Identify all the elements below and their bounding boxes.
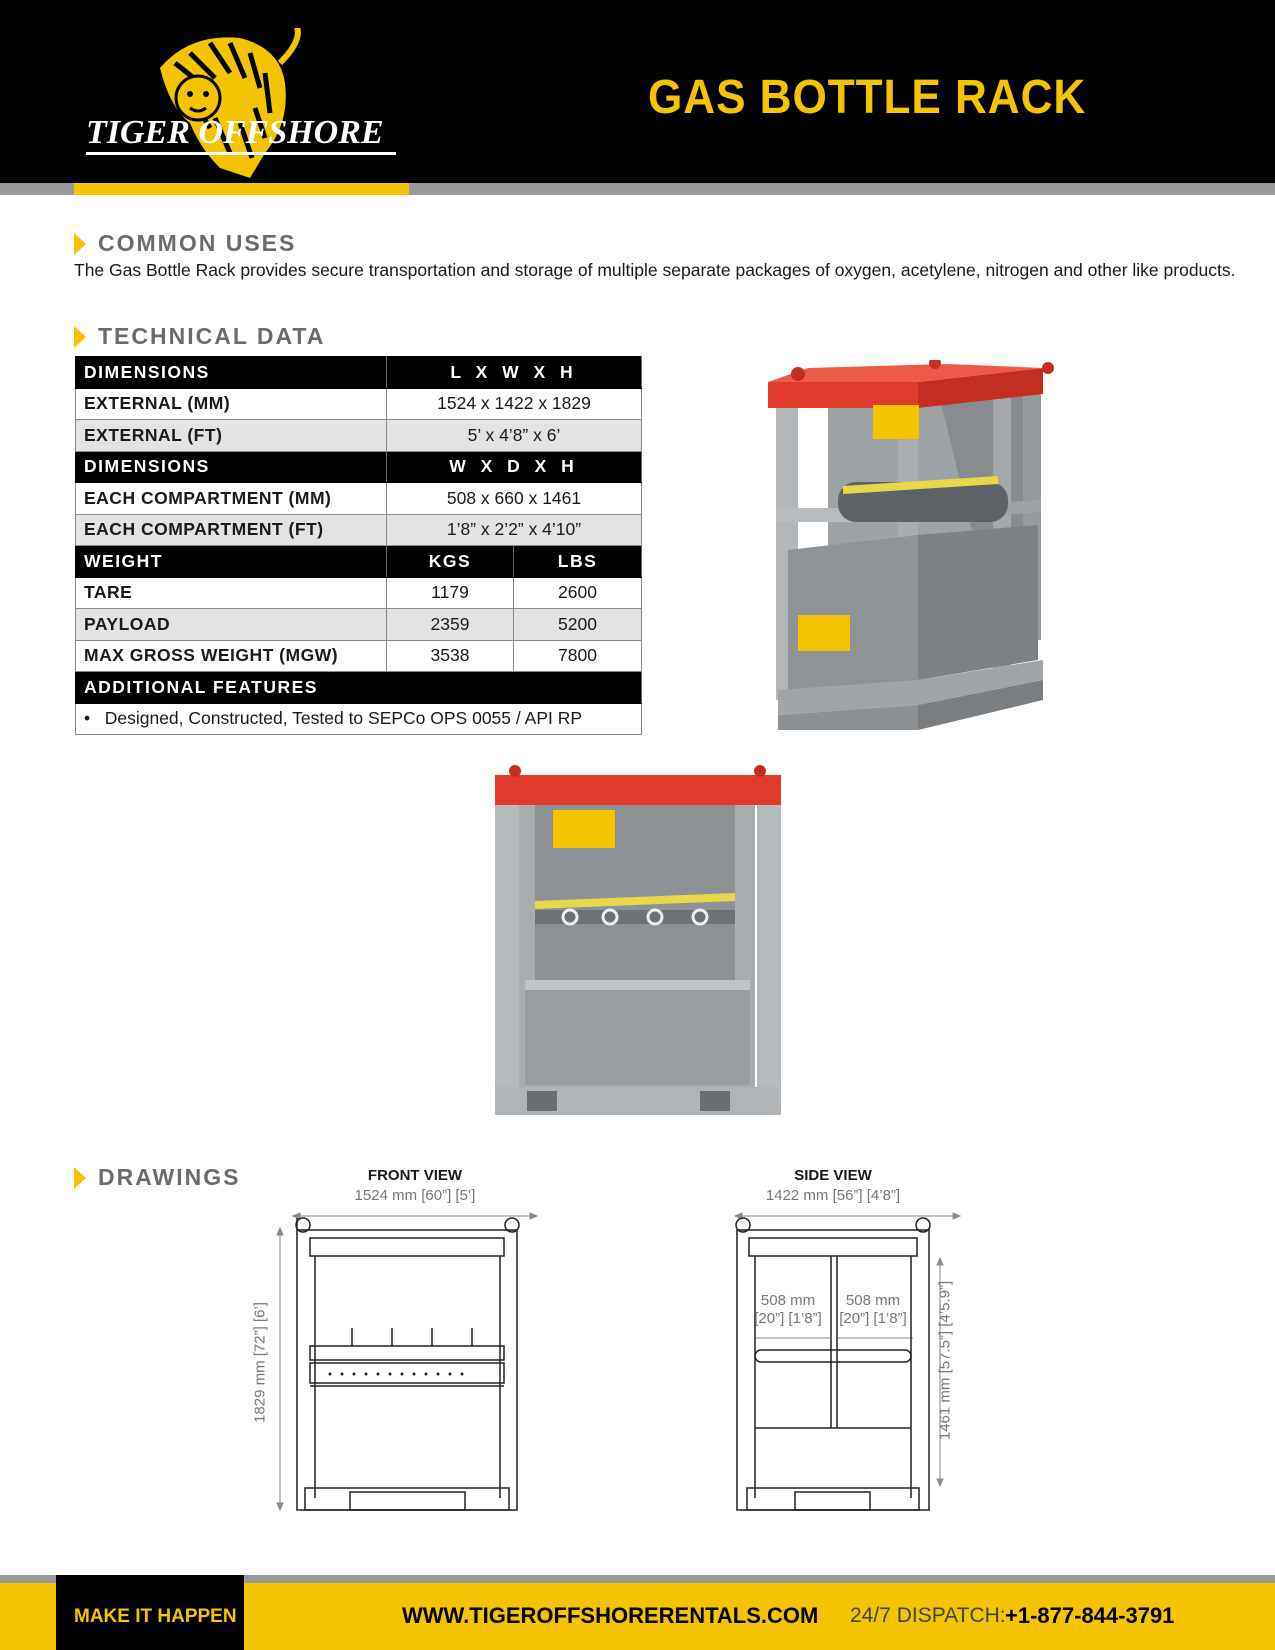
common-uses-text: The Gas Bottle Rack provides secure transportation and storage of multiple separate packages of oxygen, acetylene, nitrogen and other like products. — [74, 260, 1236, 280]
feature-item: Designed, Constructed, Tested to SEPCo OPS 0055 / API RP — [104, 708, 583, 729]
logo-underline — [86, 152, 396, 155]
table-row: PAYLOAD 2359 5200 — [76, 609, 642, 641]
rack-front-photo — [495, 765, 781, 1115]
table-row: EACH COMPARTMENT (FT) 1’8” x 2’2” x 4’10” — [76, 514, 642, 546]
side-height-label: 1461 mm [57.5”] [4’5.9”] — [936, 1280, 954, 1441]
table-row: MAX GROSS WEIGHT (MGW) 3538 7800 — [76, 640, 642, 672]
common-uses-heading: COMMON USES — [74, 230, 296, 257]
footer-dispatch-label: 24/7 DISPATCH: — [850, 1604, 1006, 1627]
front-height-label: 1829 mm [72”] [6’] — [251, 1302, 269, 1423]
table-row: • Designed, Constructed, Tested to SEPCo OPS 0055 / API RP — [76, 703, 642, 735]
page-title: GAS BOTTLE RACK — [648, 71, 1087, 124]
technical-data-heading: TECHNICAL DATA — [74, 323, 325, 350]
footer-website-link[interactable]: WWW.TIGEROFFSHORERENTALS.COM — [402, 1603, 819, 1628]
side-view-drawing — [725, 1208, 965, 1518]
table-row: WEIGHT KGS LBS — [76, 546, 642, 578]
footer-phone-link[interactable]: +1-877-844-3791 — [1005, 1603, 1175, 1628]
front-view-title: FRONT VIEW — [367, 1167, 463, 1184]
table-row: DIMENSIONS L X W X H — [76, 357, 642, 389]
footer-slogan: MAKE IT HAPPEN — [74, 1606, 237, 1627]
section-arrow-icon — [74, 326, 86, 348]
drawings-heading: DRAWINGS — [74, 1164, 241, 1191]
rack-isometric-photo — [768, 360, 1086, 730]
table-row: EACH COMPARTMENT (MM) 508 x 660 x 1461 — [76, 483, 642, 515]
section-arrow-icon — [74, 1167, 86, 1189]
side-width-label: 1422 mm [56”] [4’8”] — [765, 1187, 901, 1204]
front-view-drawing — [250, 1208, 550, 1518]
tiger-logo-icon — [80, 28, 410, 188]
compartment-2-label: 508 mm [20”] [1’8”] — [839, 1292, 907, 1327]
compartment-1-label: 508 mm [20”] [1’8”] — [754, 1292, 822, 1327]
technical-data-table — [75, 356, 642, 735]
front-width-label: 1524 mm [60”] [5’] — [354, 1187, 476, 1204]
side-view-title: SIDE VIEW — [794, 1167, 872, 1184]
table-row: EXTERNAL (MM) 1524 x 1422 x 1829 — [76, 388, 642, 420]
table-row: DIMENSIONS W X D X H — [76, 451, 642, 483]
section-arrow-icon — [74, 233, 86, 255]
table-row: ADDITIONAL FEATURES — [76, 672, 642, 704]
logo-wordmark: TIGER OFFSHORE — [86, 114, 384, 151]
table-row: TARE 1179 2600 — [76, 577, 642, 609]
table-row: EXTERNAL (FT) 5’ x 4’8” x 6’ — [76, 420, 642, 452]
